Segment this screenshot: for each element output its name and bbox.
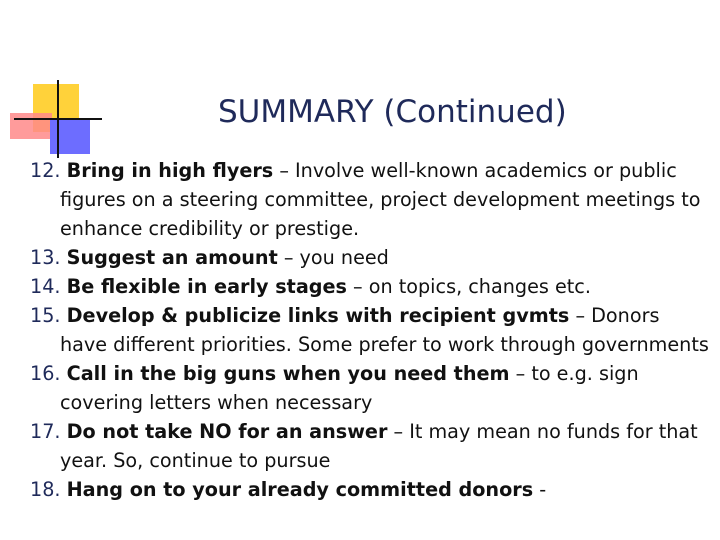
item-heading: Bring in high flyers <box>66 159 274 182</box>
decor-blue-square <box>50 118 90 154</box>
item-text: – to e.g. sign covering letters when necessary <box>60 362 639 414</box>
item-number: 13. <box>30 246 61 269</box>
decor-horizontal-line <box>14 118 102 120</box>
list-item <box>30 156 710 243</box>
item-number: 16. <box>30 362 61 385</box>
item-heading: Suggest an amount <box>66 246 278 269</box>
item-text: – It may mean no funds for that year. So, continue to pursue <box>60 420 698 472</box>
item-number: 15. <box>30 304 61 327</box>
item-text: – on topics, changes etc. <box>346 275 591 298</box>
list-item <box>30 417 710 475</box>
item-heading: Hang on to your already committed donors <box>66 478 534 501</box>
item-heading: Do not take NO for an answer <box>66 420 388 443</box>
item-heading: Be flexible in early stages <box>66 275 347 298</box>
slide-title: SUMMARY (Continued) <box>218 94 567 130</box>
item-text: - <box>533 478 547 501</box>
item-heading: Develop & publicize links with recipient gvmts <box>66 304 570 327</box>
item-text: – Donors have different priorities. Some prefer to work through governments <box>60 304 709 356</box>
item-text: – you need <box>277 246 389 269</box>
item-number: 14. <box>30 275 61 298</box>
item-number: 18. <box>30 478 61 501</box>
decor-red-square <box>10 113 52 139</box>
item-text: – Involve well-known academics or public figures on a steering committee, project development meetings to enhance credibility or prestige. <box>60 159 701 240</box>
list-item <box>30 301 710 359</box>
item-number: 17. <box>30 420 61 443</box>
item-number: 12. <box>30 159 61 182</box>
list-item <box>30 272 710 301</box>
list-item <box>30 359 710 417</box>
list-item <box>30 243 710 272</box>
item-heading: Call in the big guns when you need them <box>66 362 510 385</box>
list-item <box>30 475 710 504</box>
summary-list <box>30 156 710 504</box>
